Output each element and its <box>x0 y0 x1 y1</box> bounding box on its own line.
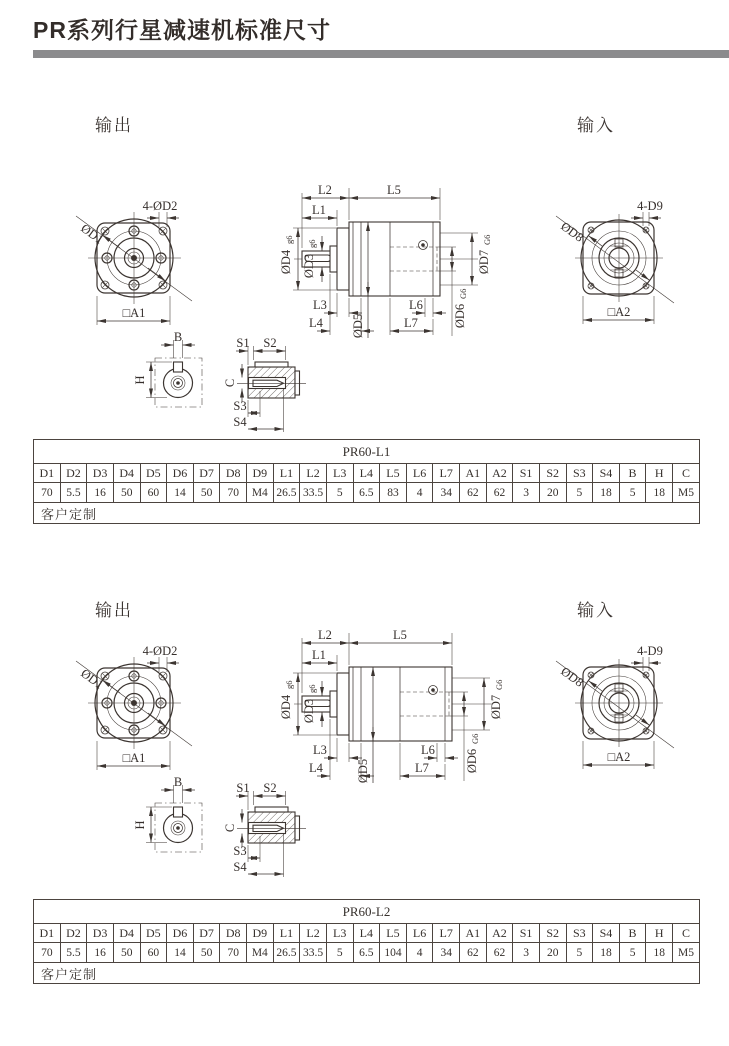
value-cell: 20 <box>539 483 566 503</box>
table-footer: 客户定制 <box>34 503 700 524</box>
column-header: S4 <box>593 464 620 483</box>
value-cell: 26.5 <box>273 483 300 503</box>
value-cell: 18 <box>593 483 620 503</box>
value-cell: 5.5 <box>60 483 87 503</box>
value-cell: 83 <box>380 483 407 503</box>
column-header: L4 <box>353 464 380 483</box>
d5-label: ØD5 <box>356 758 370 784</box>
h-label: H <box>133 375 147 385</box>
value-cell: M4 <box>247 483 274 503</box>
value-cell: M4 <box>247 943 274 963</box>
l6-label: L6 <box>409 298 423 312</box>
column-header: C <box>673 924 700 943</box>
d7-label: ØD7 <box>477 249 491 275</box>
dim-A2 <box>583 741 654 769</box>
dim-S2 <box>254 781 286 805</box>
input-label-1: 输入 <box>577 116 615 135</box>
dim-D8 <box>556 216 674 303</box>
a2-label: □A2 <box>607 750 631 764</box>
dim-A1 <box>97 741 170 770</box>
column-header: D9 <box>247 924 274 943</box>
s3-label: S3 <box>233 844 247 858</box>
h-label: H <box>133 820 147 830</box>
d8-label: ØD8 <box>558 664 587 690</box>
column-header: L7 <box>433 464 460 483</box>
d6-tolerance: G6 <box>458 288 468 299</box>
column-header: L7 <box>433 924 460 943</box>
dim-L3 <box>313 738 362 762</box>
column-header: S2 <box>539 924 566 943</box>
l2-label: L2 <box>318 183 332 197</box>
d7-label: ØD7 <box>489 694 503 720</box>
l6-label: L6 <box>421 743 435 757</box>
drawing-section-1 <box>0 100 729 438</box>
value-cell: 70 <box>220 483 247 503</box>
d4-tolerance: g6 <box>284 235 294 244</box>
d7-tolerance: G6 <box>482 234 492 245</box>
value-cell: M5 <box>673 943 700 963</box>
value-cell: 5 <box>566 943 593 963</box>
column-header: H <box>646 924 673 943</box>
d3-label: ØD3 <box>302 698 316 724</box>
l1-label: L1 <box>312 648 326 662</box>
column-header: D1 <box>34 924 61 943</box>
table-header-row <box>34 464 700 483</box>
c-label: C <box>223 378 237 388</box>
l5-label: L5 <box>393 628 407 642</box>
d9-label: 4-D9 <box>637 644 663 658</box>
a1-label: □A1 <box>122 306 146 320</box>
dim-S2 <box>254 336 286 360</box>
column-header: S3 <box>566 924 593 943</box>
column-header: D2 <box>60 924 87 943</box>
l1-label: L1 <box>312 203 326 217</box>
value-cell: 5 <box>326 943 353 963</box>
output-flange-view <box>76 199 192 325</box>
column-header: B <box>619 464 646 483</box>
dim-B <box>161 330 195 358</box>
column-header: A2 <box>486 464 513 483</box>
dim-L5 <box>349 183 440 220</box>
value-cell: 14 <box>167 483 194 503</box>
column-header: A1 <box>460 924 487 943</box>
value-cell: 4 <box>406 943 433 963</box>
l7-label: L7 <box>415 761 429 775</box>
value-cell: 104 <box>380 943 407 963</box>
dim-D6 <box>437 247 468 336</box>
l2-label: L2 <box>318 628 332 642</box>
d2-label: 4-ØD2 <box>142 644 178 658</box>
d6-label: ØD6 <box>465 748 479 774</box>
value-cell: 60 <box>140 483 167 503</box>
value-cell: 62 <box>486 943 513 963</box>
value-cell: M5 <box>673 483 700 503</box>
value-cell: 18 <box>646 483 673 503</box>
value-cell: 5.5 <box>60 943 87 963</box>
d3-label: ØD3 <box>302 253 316 279</box>
value-cell: 6.5 <box>353 943 380 963</box>
column-header: D4 <box>113 924 140 943</box>
column-header: L6 <box>406 924 433 943</box>
value-cell: 62 <box>460 943 487 963</box>
dim-L5 <box>349 628 452 665</box>
a2-label: □A2 <box>607 305 631 319</box>
value-cell: 4 <box>406 483 433 503</box>
keyway-detail-view <box>223 336 306 432</box>
dim-L6 <box>409 298 446 317</box>
s2-label: S2 <box>263 336 277 350</box>
d1-label: ØD1 <box>78 221 107 247</box>
shaft-cross-section-view <box>133 330 202 407</box>
value-cell: 14 <box>167 943 194 963</box>
dim-B <box>161 775 195 803</box>
l3-label: L3 <box>313 743 327 757</box>
column-header: L5 <box>380 464 407 483</box>
dim-L1 <box>302 648 337 671</box>
column-header: D3 <box>87 464 114 483</box>
keyway-detail-view <box>223 781 306 877</box>
value-cell: 16 <box>87 943 114 963</box>
column-header: D2 <box>60 464 87 483</box>
s1-label: S1 <box>236 336 250 350</box>
column-header: L4 <box>353 924 380 943</box>
dim-A1 <box>97 296 170 325</box>
table-title: PR60-L2 <box>34 900 700 924</box>
value-cell: 50 <box>193 943 220 963</box>
dim-L3 <box>313 293 362 317</box>
output-label-2: 输出 <box>95 601 133 620</box>
input-label-2: 输入 <box>577 601 615 620</box>
shaft-cross-section-view <box>133 775 202 852</box>
value-cell: 50 <box>113 483 140 503</box>
value-cell: 70 <box>34 943 61 963</box>
value-cell: 5 <box>619 943 646 963</box>
value-cell: 50 <box>113 943 140 963</box>
d3-tolerance: g6 <box>307 239 317 248</box>
dimension-table-pr60-l2 <box>33 899 700 984</box>
dim-D6 <box>449 692 480 781</box>
column-header: B <box>619 924 646 943</box>
column-header: L6 <box>406 464 433 483</box>
dim-S1 <box>236 336 254 365</box>
value-cell: 34 <box>433 483 460 503</box>
dim-L1 <box>302 203 337 226</box>
column-header: A1 <box>460 464 487 483</box>
input-flange-view <box>556 644 674 769</box>
column-header: H <box>646 464 673 483</box>
value-cell: 16 <box>87 483 114 503</box>
column-header: L1 <box>273 464 300 483</box>
b-label: B <box>173 775 183 789</box>
column-header: D9 <box>247 464 274 483</box>
dim-C <box>223 364 242 402</box>
value-cell: 62 <box>460 483 487 503</box>
column-header: L1 <box>273 924 300 943</box>
value-cell: 5 <box>326 483 353 503</box>
column-header: D3 <box>87 924 114 943</box>
column-header: L2 <box>300 924 327 943</box>
column-header: D6 <box>167 464 194 483</box>
s4-label: S4 <box>233 860 247 874</box>
dimension-table-pr60-l1 <box>33 439 700 524</box>
column-header: A2 <box>486 924 513 943</box>
l4-label: L4 <box>309 761 323 775</box>
d3-tolerance: g6 <box>307 684 317 693</box>
d6-tolerance: G6 <box>470 733 480 744</box>
value-cell: 34 <box>433 943 460 963</box>
value-cell: 3 <box>513 483 540 503</box>
column-header: L2 <box>300 464 327 483</box>
column-header: S1 <box>513 464 540 483</box>
value-cell: 5 <box>566 483 593 503</box>
column-header: L3 <box>326 464 353 483</box>
value-cell: 70 <box>220 943 247 963</box>
value-cell: 26.5 <box>273 943 300 963</box>
d2-label: 4-ØD2 <box>142 199 178 213</box>
column-header: D5 <box>140 464 167 483</box>
l7-label: L7 <box>404 316 418 330</box>
s1-label: S1 <box>236 781 250 795</box>
column-header: D4 <box>113 464 140 483</box>
value-cell: 70 <box>34 483 61 503</box>
column-header: D8 <box>220 924 247 943</box>
value-cell: 20 <box>539 943 566 963</box>
c-label: C <box>223 823 237 833</box>
d7-tolerance: G6 <box>494 679 504 690</box>
s4-label: S4 <box>233 415 247 429</box>
value-cell: 33.5 <box>300 943 327 963</box>
a1-label: □A1 <box>122 751 146 765</box>
table-value-row <box>34 943 700 963</box>
value-cell: 62 <box>486 483 513 503</box>
table-footer: 客户定制 <box>34 963 700 984</box>
value-cell: 5 <box>619 483 646 503</box>
side-section-view <box>279 628 504 783</box>
column-header: S1 <box>513 924 540 943</box>
value-cell: 18 <box>646 943 673 963</box>
column-header: D6 <box>167 924 194 943</box>
d8-label: ØD8 <box>558 219 587 245</box>
s3-label: S3 <box>233 399 247 413</box>
d4-label: ØD4 <box>279 249 293 275</box>
column-header: S2 <box>539 464 566 483</box>
column-header: D8 <box>220 464 247 483</box>
value-cell: 60 <box>140 943 167 963</box>
value-cell: 33.5 <box>300 483 327 503</box>
d6-label: ØD6 <box>453 303 467 329</box>
s2-label: S2 <box>263 781 277 795</box>
column-header: S4 <box>593 924 620 943</box>
l4-label: L4 <box>309 316 323 330</box>
d5-label: ØD5 <box>351 313 365 339</box>
value-cell: 50 <box>193 483 220 503</box>
column-header: D7 <box>193 464 220 483</box>
table-title: PR60-L1 <box>34 440 700 464</box>
b-label: B <box>173 330 183 344</box>
column-header: D5 <box>140 924 167 943</box>
output-flange-view <box>76 644 192 770</box>
dim-A2 <box>583 296 654 324</box>
input-flange-view <box>556 199 674 324</box>
dim-L6 <box>421 743 458 762</box>
table-value-row <box>34 483 700 503</box>
l3-label: L3 <box>313 298 327 312</box>
column-header: C <box>673 464 700 483</box>
dim-S1 <box>236 781 254 810</box>
column-header: L3 <box>326 924 353 943</box>
d4-tolerance: g6 <box>284 680 294 689</box>
d1-label: ØD1 <box>78 666 107 692</box>
column-header: S3 <box>566 464 593 483</box>
table-header-row <box>34 924 700 943</box>
dim-C <box>223 809 242 847</box>
d9-label: 4-D9 <box>637 199 663 213</box>
d4-label: ØD4 <box>279 694 293 720</box>
dim-D8 <box>556 661 674 748</box>
l5-label: L5 <box>387 183 401 197</box>
value-cell: 6.5 <box>353 483 380 503</box>
output-label-1: 输出 <box>95 116 133 135</box>
drawing-section-2 <box>0 545 729 890</box>
value-cell: 18 <box>593 943 620 963</box>
column-header: L5 <box>380 924 407 943</box>
side-section-view <box>279 183 492 338</box>
value-cell: 3 <box>513 943 540 963</box>
page-title: PR系列行星减速机标准尺寸 <box>33 17 331 43</box>
column-header: D1 <box>34 464 61 483</box>
column-header: D7 <box>193 924 220 943</box>
title-divider <box>33 50 729 58</box>
